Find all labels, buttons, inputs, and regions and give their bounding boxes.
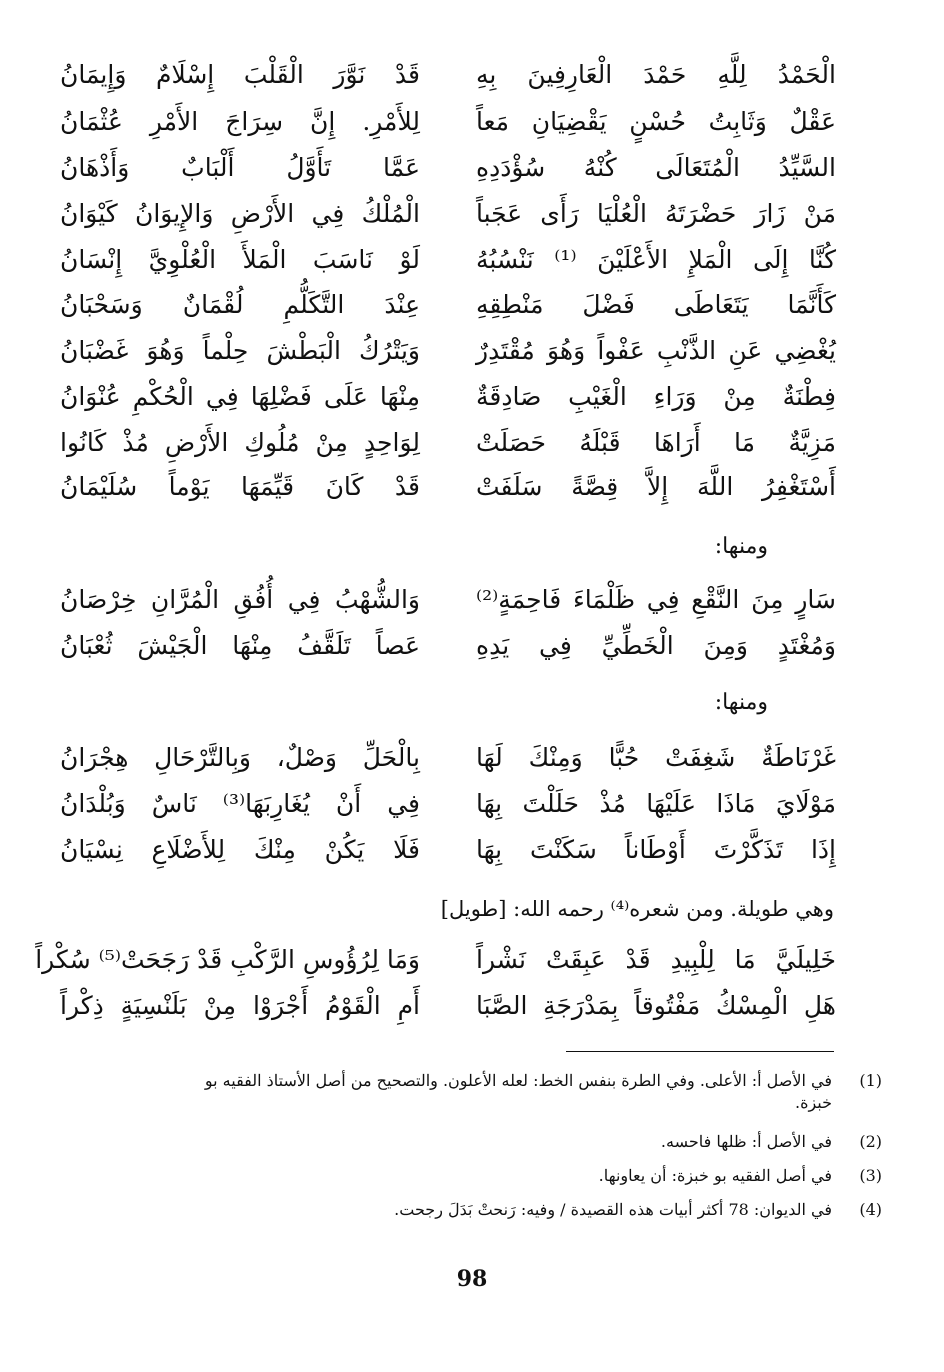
verse-second-hemistich: مِنْهَا عَلَى فَضْلِهَا فِي الْحُكْمِ عُنْوَانُ xyxy=(60,382,420,411)
verse-line xyxy=(60,329,836,373)
verse-second-hemistich: وَمَا لِرُؤُوسِ الرَّكْبِ قَدْ رَجَحَتْ⁽⁵⁾ سُكْراً xyxy=(35,945,420,974)
verse-line xyxy=(60,283,836,327)
verse-second-hemistich: فَلَا يَكُنْ مِنْكَ لِلأَضْلَاعِ نِسْيَانُ xyxy=(60,835,420,864)
footnote-separator xyxy=(566,1051,834,1052)
footnote xyxy=(102,1199,882,1221)
verse-second-hemistich: الْمُلْكُ فِي الأَرْضِ وَالإِيوَانُ كَيْوَانُ xyxy=(60,199,420,228)
footnote-text: في الديوان: 78 أكثر أبيات هذه القصيدة / وفيه: رَنحتْ بَدَلَ رجحت. xyxy=(394,1200,832,1219)
verse-first-hemistich: السَّيِّدُ الْمُتَعَالَى كُنْهُ سُؤْدَدِهِ xyxy=(476,153,836,182)
footnote xyxy=(102,1070,882,1114)
verse-first-hemistich: خَلِيلَيَّ مَا لِلْبِيدِ قَدْ عَبِقَتْ نَشْراً xyxy=(476,945,836,974)
footnote-text: في الأصل أ: ظلها فاحسه. xyxy=(660,1132,832,1151)
verse-first-hemistich: سَارٍ مِنَ النَّقْعِ فِي ظَلْمَاءَ فَاحِمَةٍ⁽²⁾ xyxy=(476,585,836,614)
verse-line xyxy=(60,782,836,826)
verse-second-hemistich: وَالشُّهْبُ فِي أُفُقِ الْمُرَّانِ خِرْصَانُ xyxy=(60,585,420,614)
footnote xyxy=(102,1131,882,1153)
verse-line xyxy=(60,421,836,465)
section-heading: ومنها: xyxy=(714,534,768,559)
verse-second-hemistich: بِالْحَلِّ وَصْلٌ، وَبِالتَّرْحَالِ هِجْرَانُ xyxy=(60,743,420,772)
verse-first-hemistich: عَقْلٌ وَثَابِتُ حُسْنٍ يَقْضِيَانِ مَعاً xyxy=(476,107,836,136)
footnote-number: (2) xyxy=(859,1132,882,1151)
verse-line xyxy=(60,53,836,97)
footnote-number: (1) xyxy=(859,1071,882,1090)
verse-line xyxy=(60,465,836,509)
verse-first-hemistich: كُنَّا إِلَى الْمَلإِ الأَعْلَيْنَ ⁽¹⁾ نَنْسُبُهُ xyxy=(476,245,836,274)
verse-second-hemistich: عَصاً تَلَقَّفُ مِنْهَا الْجَيْشَ ثُعْبَانُ xyxy=(60,631,420,660)
verse-first-hemistich: مَزِيَّةٌ مَا أَرَاهَا قَبْلَهُ حَصَلَتْ xyxy=(476,428,836,457)
prose-line: وهي طويلة. ومن شعره⁽⁴⁾ رحمه الله: [طويل] xyxy=(440,897,834,921)
verse-line xyxy=(60,375,836,419)
verse-line xyxy=(60,100,836,144)
verse-first-hemistich: هَلِ الْمِسْكُ مَفْتُوقاً بِمَدْرَجَةِ الصَّبَا xyxy=(476,991,836,1020)
footnote-number: (4) xyxy=(859,1200,882,1219)
verse-first-hemistich: غَرْنَاطَةٌ شَغِفَتْ حُبًّا وَمِنْكَ لَهَا xyxy=(476,743,836,772)
section-heading: ومنها: xyxy=(714,690,768,715)
verse-first-hemistich: أَسْتَغْفِرُ اللَّهَ إِلاَّ قِصَّةً سَلَفَتْ xyxy=(476,472,836,501)
footnote-text-continued: خبزة. xyxy=(794,1093,832,1112)
verse-first-hemistich: يُغْضِي عَنِ الذَّنْبِ عَفْواً وَهُوَ مُقْتَدِرٌ xyxy=(476,336,836,365)
verse-first-hemistich: كَأَنَّمَا يَتَعَاطَى فَضْلَ مَنْطِقِهِ xyxy=(476,290,836,319)
footnote-text: في أصل الفقيه بو خبزة: أن يعاونها. xyxy=(598,1166,832,1185)
footnote-text: في الأصل أ: الأعلى. وفي الطرة بنفس الخط: لعله الأعلون. والتصحيح من أصل الأستاذ الفقيه بو xyxy=(204,1071,832,1090)
verse-line xyxy=(60,238,836,282)
verse-second-hemistich: عَمَّا تَأَوَّلُ أَلْبَابٌ وَأَذْهَانُ xyxy=(60,153,420,182)
verse-first-hemistich: الْحَمْدُ لِلَّهِ حَمْدَ الْعَارِفِينَ بِهِ xyxy=(476,60,836,89)
verse-second-hemistich: أَمِ الْقَوْمُ أَجْرَوْا مِنْ بَلَنْسِيَةٍ ذِكْراً xyxy=(60,991,420,1020)
verse-line xyxy=(60,624,836,668)
footnote xyxy=(102,1165,882,1187)
verse-first-hemistich: مَوْلَايَ مَاذَا عَلَيْهَا مُذْ حَلَلْتَ بِهَا xyxy=(476,789,836,818)
verse-second-hemistich: فِي أَنْ يُغَارِبَهَا⁽³⁾ نَاسٌ وَبُلْدَانُ xyxy=(60,789,420,818)
page-number: 98 xyxy=(456,1266,488,1292)
verse-first-hemistich: فِطْنَةٌ مِنْ وَرَاءِ الْغَيْبِ صَادِقَةٌ xyxy=(476,382,836,411)
verse-second-hemistich: قَدْ كَانَ قَيِّمَهَا يَوْماً سُلَيْمَانُ xyxy=(60,472,420,501)
verse-line xyxy=(60,146,836,190)
verse-first-hemistich: وَمُغْتَدٍ وَمِنَ الْخَطِّيِّ فِي يَدِهِ xyxy=(476,631,836,660)
verse-line xyxy=(60,192,836,236)
verse-line xyxy=(60,828,836,872)
verse-line xyxy=(60,578,836,622)
footnote-number: (3) xyxy=(859,1166,882,1185)
verse-line xyxy=(60,984,836,1028)
verse-second-hemistich: لِلأَمْرِ. إِنَّ سِرَاجَ الأَمْرِ عُثْمَانُ xyxy=(60,107,420,136)
verse-second-hemistich: وَيَتْرُكُ الْبَطْشَ حِلْماً وَهُوَ غَضْبَانُ xyxy=(60,336,420,365)
verse-line xyxy=(35,938,836,982)
verse-first-hemistich: إِذَا تَذَكَّرْتَ أَوْطَاناً سَكَنْتَ بِهَا xyxy=(476,835,836,864)
verse-line xyxy=(60,736,836,780)
verse-second-hemistich: لَوْ نَاسَبَ الْمَلأَ الْعُلْوِيَّ إِنْسَانُ xyxy=(60,245,420,274)
verse-second-hemistich: عِنْدَ التَّكَلُّمِ لُقْمَانٌ وَسَحْبَانُ xyxy=(60,290,420,319)
verse-first-hemistich: مَنْ زَارَ حَضْرَتَهُ الْعُلْيَا رَأَى عَجَباً xyxy=(476,199,836,228)
verse-second-hemistich: قَدْ نَوَّرَ الْقَلْبَ إِسْلَامٌ وَإِيمَانُ xyxy=(60,60,420,89)
verse-second-hemistich: لِوَاحِدٍ مِنْ مُلُوكِ الأَرْضِ مُذْ كَانُوا xyxy=(60,428,420,457)
